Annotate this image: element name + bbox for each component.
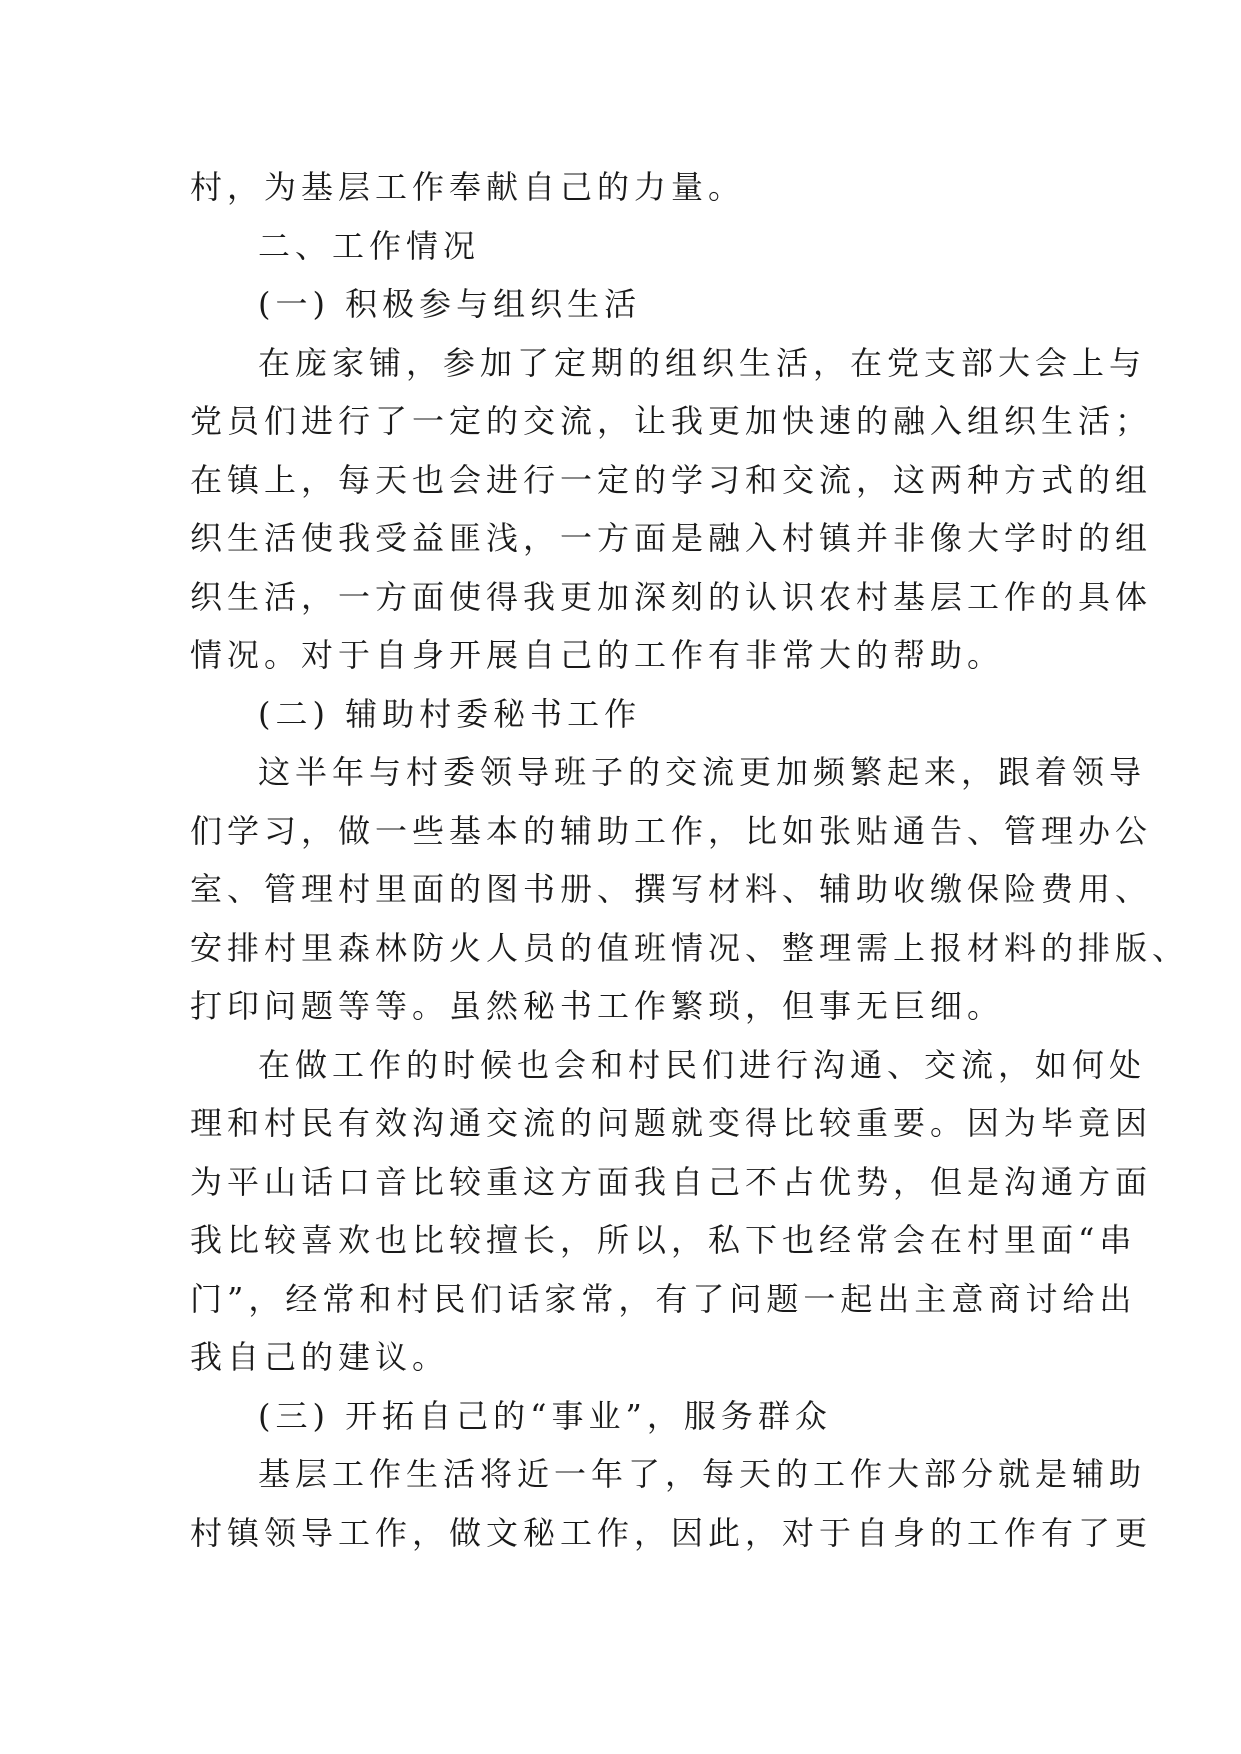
text-line: 们学习，做一些基本的辅助工作，比如张贴通告、管理办公 [190,811,1153,850]
text-line: 在镇上，每天也会进行一定的学习和交流，这两种方式的组 [190,460,1153,499]
text-line: 党员们进行了一定的交流，让我更加快速的融入组织生活； [190,402,1153,440]
subsection-heading: (一) 积极参与组织生活 [258,285,642,323]
text-line: 室、管理村里面的图书册、撰写材料、辅助收缴保险费用、 [190,870,1153,908]
text-line: 理和村民有效沟通交流的问题就变得比较重要。因为毕竟因 [190,1104,1153,1142]
text-line: 情况。对于自身开展自己的工作有非常大的帮助。 [190,636,1005,674]
text-line: 在庞家铺，参加了定期的组织生活，在党支部大会上与 [258,343,1147,382]
text-line: 这半年与村委领导班子的交流更加频繁起来，跟着领导 [258,753,1147,791]
document-body [190,158,1190,1562]
text-line: 安排村里森林防火人员的值班情况、整理需上报材料的排版、 [190,928,1190,967]
subsection-heading: (三) 开拓自己的“事业”，服务群众 [258,1396,832,1435]
section-heading: 二、工作情况 [258,226,481,265]
text-line: 织生活使我受益匪浅，一方面是融入村镇并非像大学时的组 [190,519,1153,557]
text-line: 我自己的建议。 [190,1338,450,1376]
text-line: 门”，经常和村民们话家常，有了问题一起出主意商讨给出 [190,1279,1137,1318]
text-line: 村镇领导工作，做文秘工作，因此，对于自身的工作有了更 [190,1513,1153,1552]
text-line: 我比较喜欢也比较擅长，所以，私下也经常会在村里面“串 [190,1221,1137,1259]
text-line: 基层工作生活将近一年了，每天的工作大部分就是辅助 [258,1455,1147,1493]
text-line: 为平山话口音比较重这方面我自己不占优势，但是沟通方面 [190,1162,1153,1201]
text-line: 村，为基层工作奉献自己的力量。 [190,168,746,206]
subsection-heading: (二) 辅助村委秘书工作 [258,694,642,733]
text-line: 织生活，一方面使得我更加深刻的认识农村基层工作的具体 [190,577,1153,616]
text-line: 在做工作的时候也会和村民们进行沟通、交流，如何处 [258,1045,1147,1084]
text-line: 打印问题等等。虽然秘书工作繁琐，但事无巨细。 [190,987,1005,1025]
